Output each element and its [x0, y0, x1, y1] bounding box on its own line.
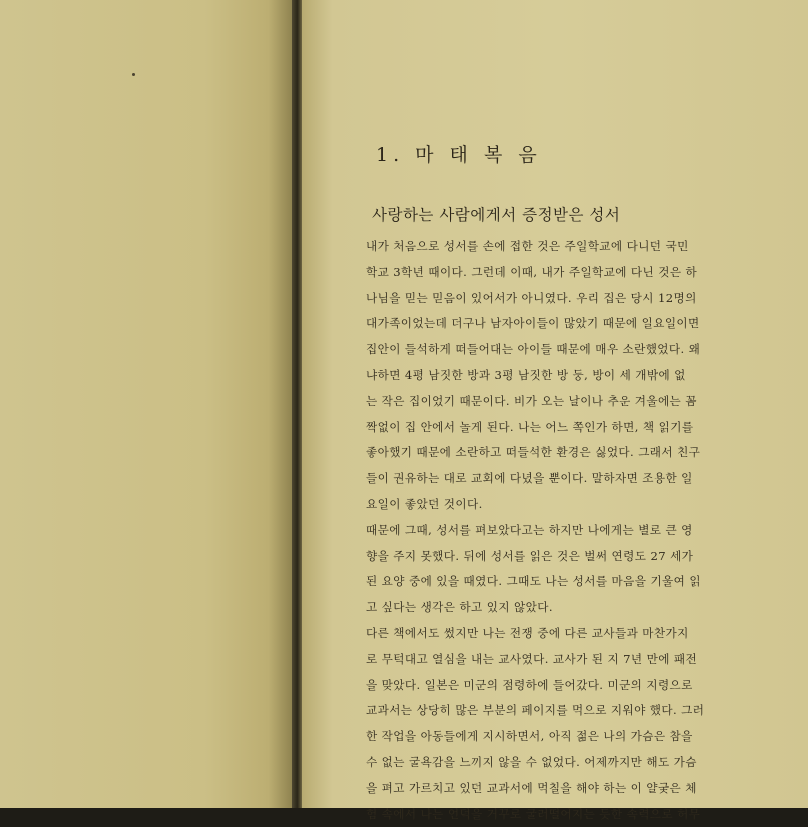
text-line: 는 작은 집이었기 때문이다. 비가 오는 날이나 추운 겨울에는 꼼: [366, 393, 697, 408]
text-line: 수 없는 굴욕감을 느끼지 않을 수 없었다. 어제까지만 해도 가슴: [366, 754, 697, 769]
text-line: 들이 권유하는 대로 교회에 다녔을 뿐이다. 말하자면 조용한 일: [366, 471, 693, 486]
left-page: [0, 0, 292, 808]
section-heading: 사랑하는 사람에게서 증정받은 성서: [372, 206, 621, 224]
text-line: 고 싶다는 생각은 하고 있지 않았다.: [366, 600, 553, 615]
paper-spot: [132, 73, 135, 76]
text-line: 된 요양 중에 있을 때였다. 그때도 나는 성서를 마음을 기울여 읽: [366, 574, 701, 589]
text-line: 다른 책에서도 썼지만 나는 전쟁 중에 다른 교사들과 마찬가지: [366, 625, 689, 640]
text-line: 대가족이었는데 더구나 남자아이들이 많았기 때문에 일요일이면: [366, 316, 700, 331]
text-line: 짝없이 집 안에서 놀게 된다. 나는 어느 쪽인가 하면, 책 읽기를: [366, 419, 694, 434]
chapter-title: 1. 마 태 복 음: [376, 144, 542, 166]
text-line: 을 맞았다. 일본은 미군의 점령하에 들어갔다. 미군의 지령으로: [366, 677, 693, 692]
text-line: 한 작업을 아동들에게 지시하면서, 아직 젊은 나의 가슴은 참을: [366, 729, 693, 744]
text-line: 내가 처음으로 성서를 손에 접한 것은 주일학교에 다니던 국민: [366, 239, 689, 253]
right-page: [302, 0, 808, 821]
book-gutter: [292, 0, 302, 808]
text-line: 집안이 들석하게 떠들어대는 아이들 때문에 매우 소란했었다. 왜: [366, 342, 701, 357]
text-line: 때문에 그때, 성서를 펴보았다고는 하지만 나에게는 별로 큰 영: [366, 522, 693, 537]
text-line: 교과서는 상당히 많은 부분의 페이지를 먹으로 지워야 했다. 그러: [366, 703, 705, 718]
text-line: 향을 주지 못했다. 뒤에 성서를 읽은 것은 벌써 연령도 27 세가: [366, 548, 694, 563]
text-line: 을 펴고 가르치고 있던 교과서에 먹칠을 해야 하는 이 얄궂은 체: [366, 780, 697, 795]
text-line: 요일이 좋았던 것이다.: [366, 496, 483, 511]
text-line: 로 무턱대고 열심을 내는 교사였다. 교사가 된 지 7년 만에 패전: [366, 651, 698, 666]
text-line: 냐하면 4평 남짓한 방과 3평 남짓한 방 둥, 방이 세 개밖에 없: [366, 367, 686, 382]
text-line: 나님을 믿는 믿음이 있어서가 아니였다. 우리 집은 당시 12명의: [366, 290, 697, 305]
text-line: 험 속에서 나는 언덕을 거꾸로 굴러떨어지는 듯한 속력으로 허무: [366, 806, 701, 821]
body-text: [366, 234, 738, 827]
text-line: 학교 3학년 때이다. 그런데 이때, 내가 주일학교에 다닌 것은 하: [366, 264, 698, 279]
text-line: 좋아했기 때문에 소란하고 떠들석한 환경은 싫었다. 그래서 친구: [366, 445, 701, 460]
